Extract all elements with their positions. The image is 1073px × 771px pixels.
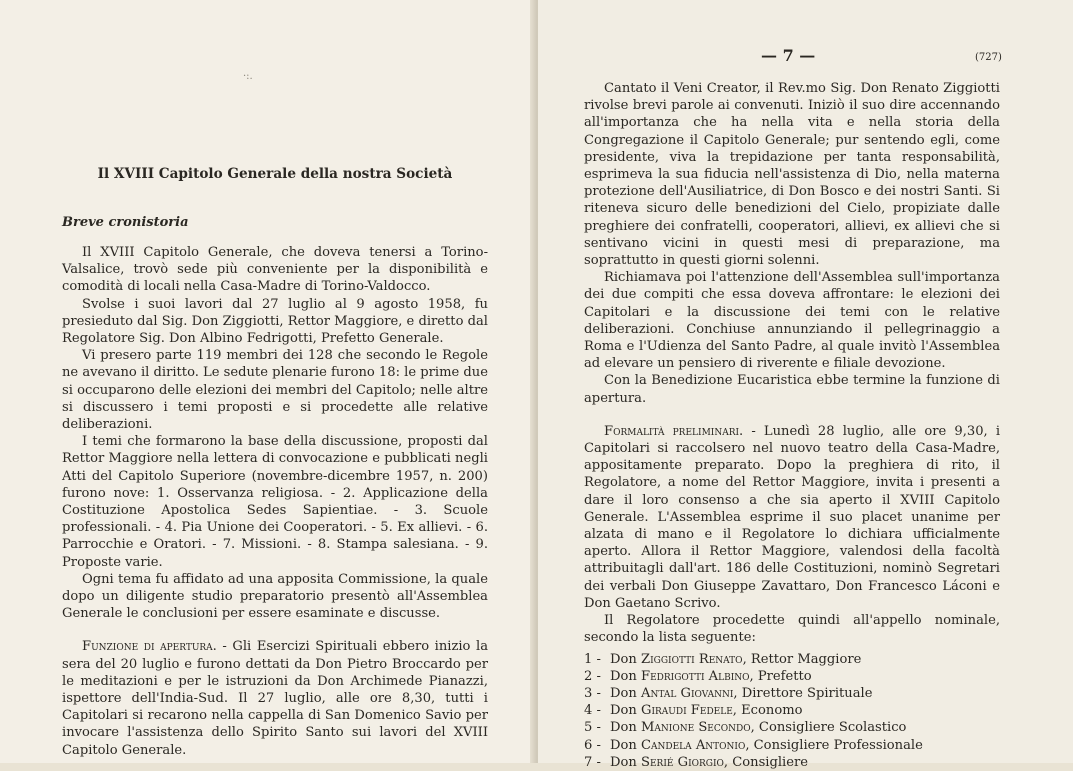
list-item: 2 - Don Fedrigotti Albino , Prefetto (584, 668, 812, 684)
paragraph: Il XVIII Capitolo Generale, che doveva tenersi a Torino-Valsalice, trovò sede più conveniente per la disponibilità e comodità di locali nella Casa-Madre di Torino-Valdocco. (62, 245, 488, 295)
right-body (584, 80, 1000, 771)
list-item: 1 - Don Ziggiotti Renato , Rettor Maggiore (584, 651, 862, 667)
section-head: Formalità preliminari. (604, 423, 744, 439)
paragraph-funzione (62, 638, 488, 758)
list-item: 5 - Don Manione Secondo , Consigliere Scolastico (584, 720, 907, 736)
section-text: - Gli Esercizi Spirituali ebbero inizio la sera del 20 luglio e furono dettati da Don Pietro Broccardo per le meditazioni e per le istruzioni da Don Archimede Pianazzi, ispettore dell'India-Sud. Il 27 luglio, alle ore 8,30, tutti i Capitolari si recarono nella cappella di San Domenico Savio per invocare l'assistenza dello Spirito Santo sui lavori del XVIII Capitolo Generale. (62, 639, 489, 758)
left-body (62, 244, 488, 759)
page-number: — 7 — (761, 46, 816, 65)
article-title: Il XVIII Capitolo Generale della nostra Società (97, 166, 453, 182)
paragraph: Vi presero parte 119 membri dei 128 che secondo le Regole ne avevano il diritto. Le sedute plenarie furono 18: le prime due si occuparono delle elezioni dei membri del Capitolo; nelle altre si discussero i temi proposti e si procedette alle relative deliberazioni. (62, 348, 488, 433)
article-subtitle: Breve cronistoria (62, 215, 189, 230)
list-item: 6 - Don Candela Antonio , Consigliere Professionale (584, 737, 923, 753)
section-head: Funzione di apertura. (82, 639, 217, 655)
paragraph: Con la Benedizione Eucaristica ebbe termine la funzione di apertura. (584, 373, 1000, 406)
paragraph: I temi che formarono la base della discussione, proposti dal Rettor Maggiore nella lettera di convocazione e pubblicati negli Atti del Capitolo Superiore (novembre-dicembre 1957, n. 200) furono nove: 1. Osservanza religiosa. - 2. Applicazione della Costituzione Apostolica Sedes Sapientiae. - 3. Scuole professionali. - 4. Pia Unione dei Cooperatori. - 5. Ex allievi. - 6. Parrocchie e Oratori. - 7. Missioni. - 8. Stampa salesiana. - 9. Proposte varie. (62, 434, 488, 570)
paragraph: Cantato il Veni Creator, il Rev.mo Sig. Don Renato Ziggiotti rivolse brevi parole ai convenuti. Iniziò il suo dire accennando all'importanza che ha nella vita e nella storia della Congregazione il Capitolo Generale; pur sentendo egli, come presidente, viva la trepidazione per tanta responsabilità, esprimeva la sua fiducia nell'assistenza di Dio, nella materna protezione dell'Ausiliatrice, di Don Bosco e dei nostri Santi. Si riteneva sicuro delle benedizioni del Cielo, propiziate dalle preghiere dei confratelli, cooperatori, allievi, ex allievi che si sentivano vicini in questi mesi di preparazione, ma soprattutto in questi giorni solenni. (584, 81, 1000, 269)
list-item: 7 - Don Serié Giorgio , Consigliere (584, 754, 808, 770)
section-text: - Lunedì 28 luglio, alle ore 9,30, i Capitolari si raccolsero nel nuovo teatro della Casa-Madre, appositamente preparato. Dopo la preghiera di rito, il Regolatore, a nome del Rettor Maggiore, invita i presenti a dare il loro consenso a che sia aperto il XVIII Capitolo Generale. L'Assemblea esprime il suo placet unanime per alzata di mano e il Regolatore lo dichiara ufficialmente aperto. Allora il Rettor Maggiore, valendosi della facoltà attribuitagli dall'art. 186 delle Costituzioni, nominò Segretari dei verbali Don Giuseppe Zavattaro, Don Francesco Láconi e Don Gaetano Scrivo. (584, 423, 1001, 611)
left-page (0, 0, 536, 763)
page-code: (727) (975, 52, 1002, 63)
right-page (538, 0, 1073, 770)
paragraph: Ogni tema fu affidato ad una apposita Commissione, la quale dopo un diligente studio preparatorio presentò all'Assemblea Generale le conclusioni per essere esaminate e discusse. (62, 571, 488, 622)
paragraph-appello: Il Regolatore procedette quindi all'appello nominale, secondo la lista seguente: (584, 613, 1000, 646)
list-item: 3 - Don Antal Giovanni , Direttore Spirituale (584, 685, 873, 701)
list-item: 4 - Don Giraudi Fedele , Economo (584, 703, 803, 719)
paragraph: Richiamava poi l'attenzione dell'Assemblea sull'importanza dei due compiti che essa doveva affrontare: le elezioni dei Capitolari e la discussione dei temi con le relative deliberazioni. Conchiuse annunziando il pellegrinaggio a Roma e l'Udienza del Santo Padre, al quale invitò l'Assemblea ad elevare un pensiero di riverente e filiale devozione. (584, 270, 1000, 372)
member-list (584, 651, 1000, 771)
paragraph-formalita (584, 423, 1000, 612)
paragraph: Svolse i suoi lavori dal 27 luglio al 9 agosto 1958, fu presieduto dal Sig. Don Ziggiotti, Rettor Maggiore, e diretto dal Regolatore Sig. Don Albino Fedrigotti, Prefetto Generale. (62, 296, 488, 347)
stain-mark: ·:. (243, 71, 253, 82)
